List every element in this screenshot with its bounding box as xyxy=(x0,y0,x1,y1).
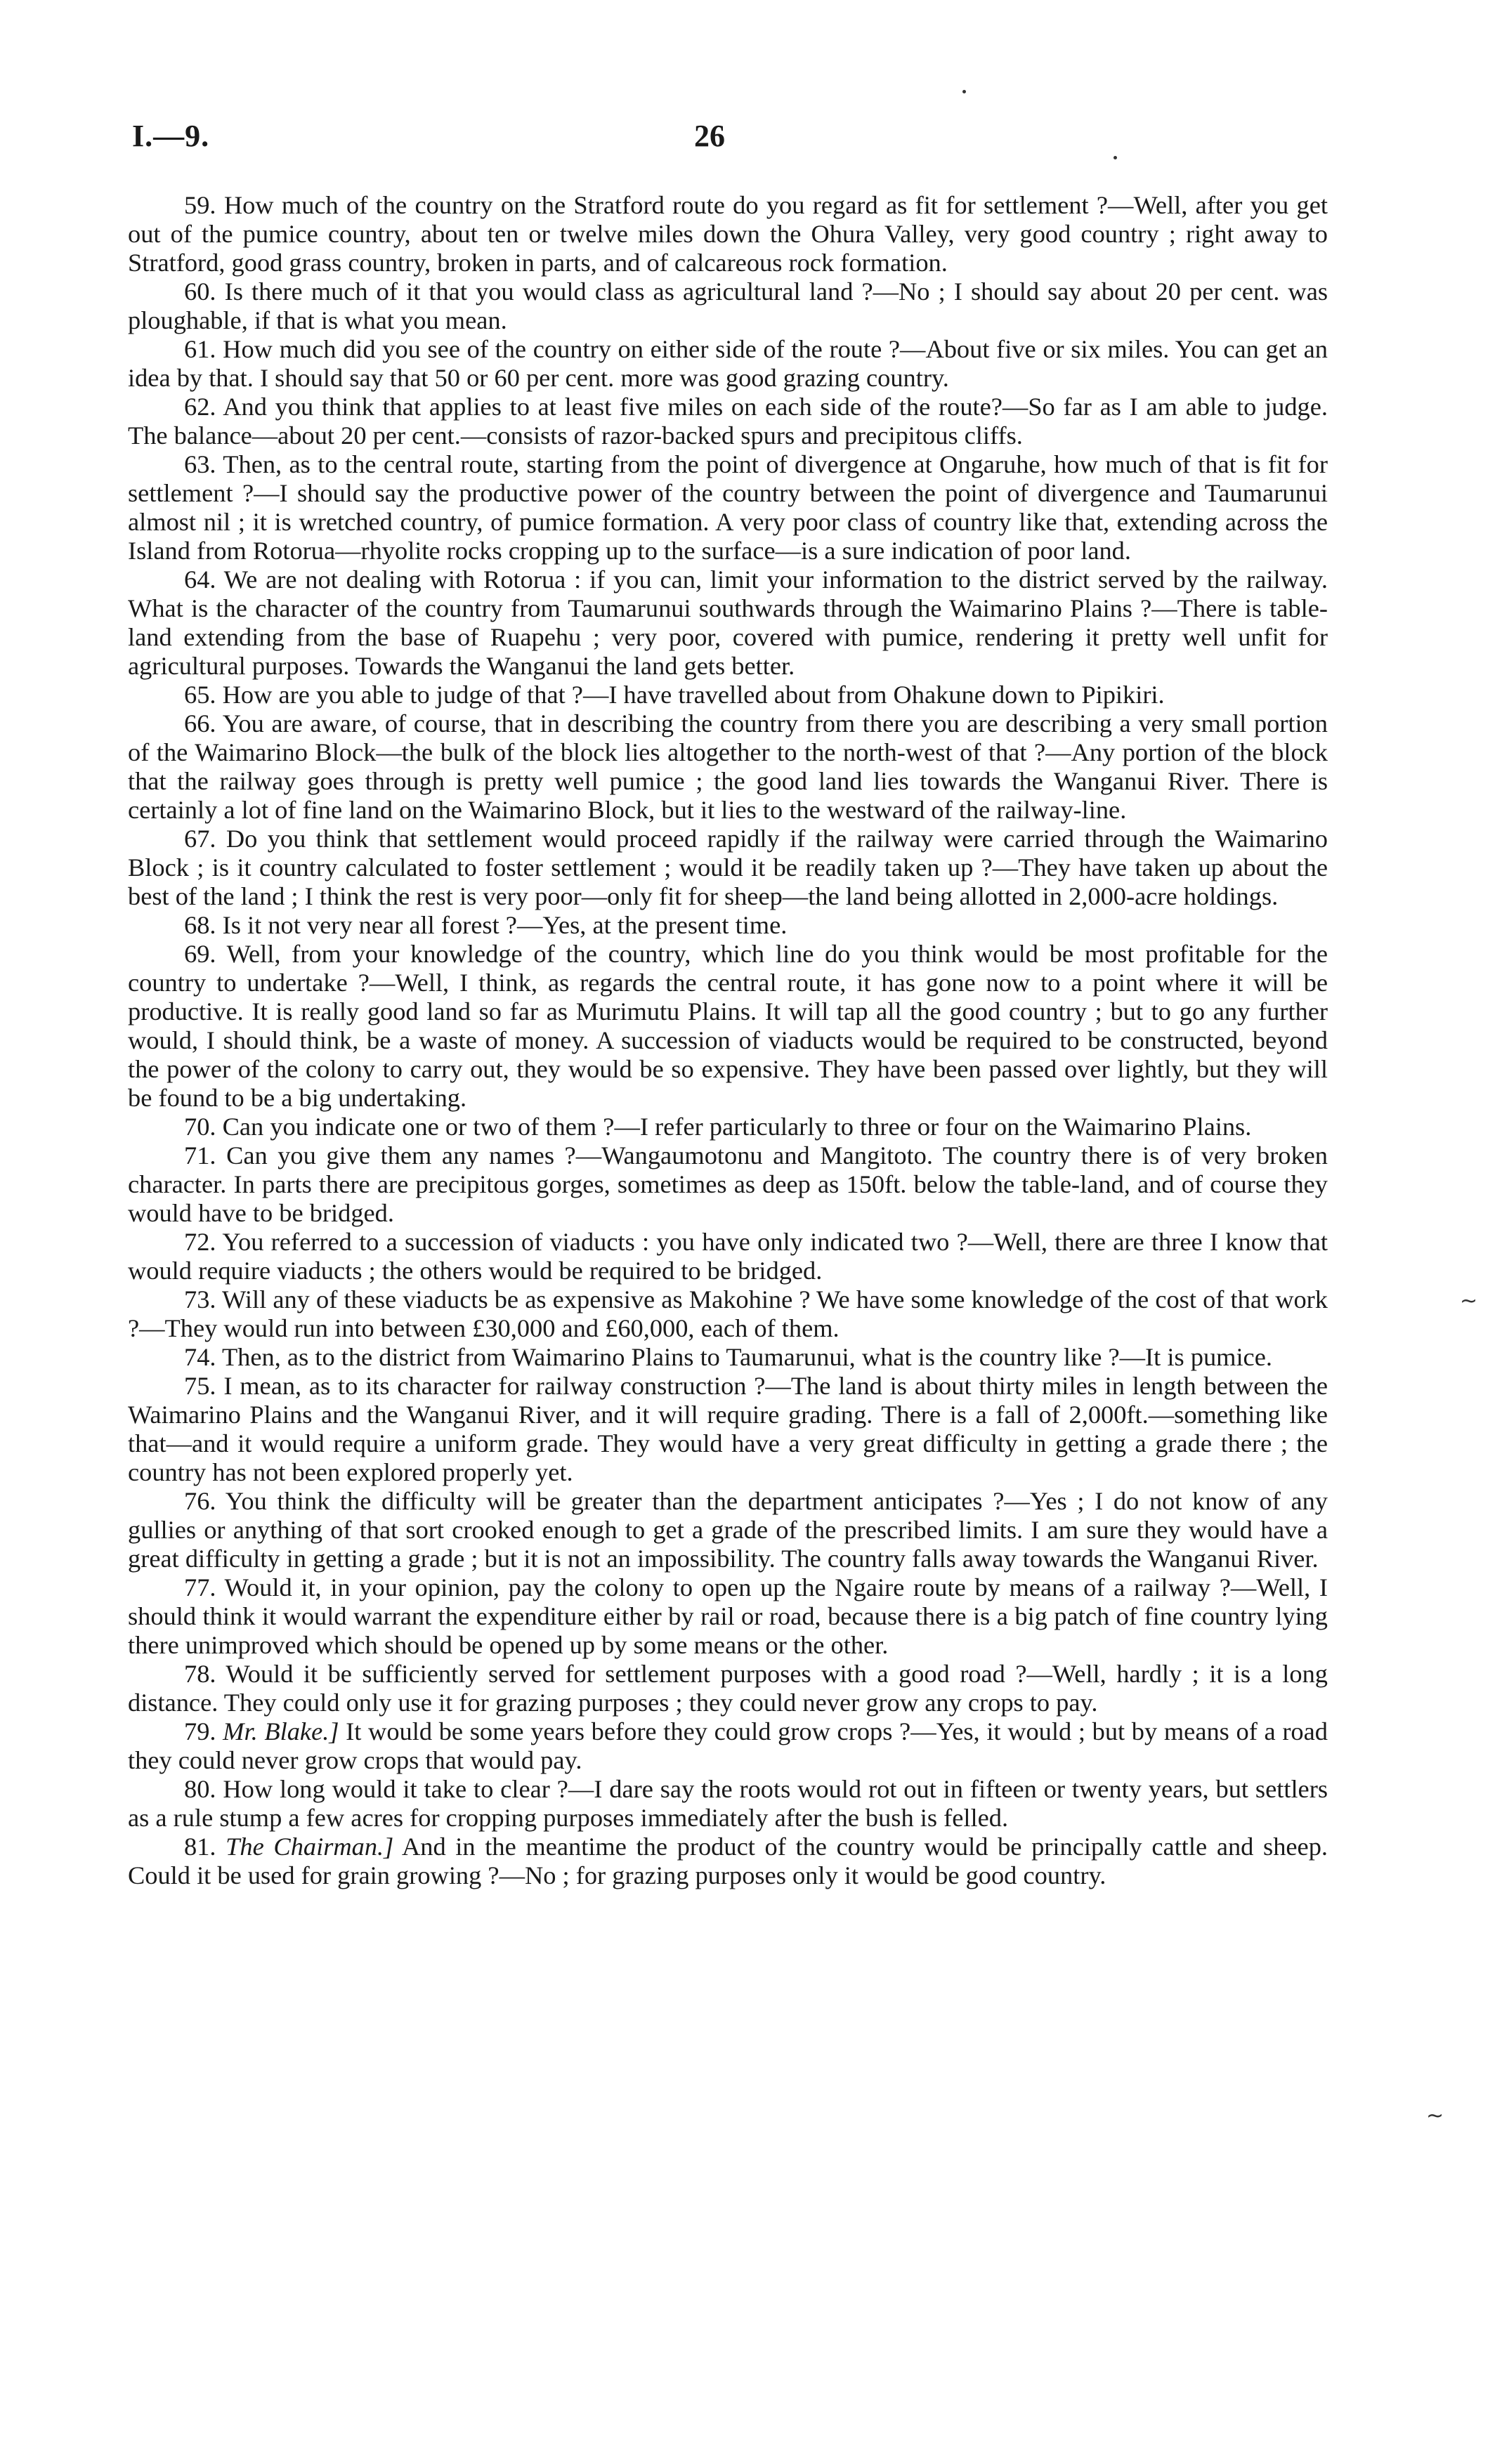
question-number: 59. xyxy=(184,191,216,219)
paragraph-text: It would be some years before they could grow crops ?—Yes, it would ; but by means of a road they could never grow crops that would pay. xyxy=(128,1717,1328,1774)
paragraph-62 xyxy=(128,393,1328,450)
paragraph-61 xyxy=(128,335,1328,393)
paragraph-72 xyxy=(128,1228,1328,1285)
paragraph-70 xyxy=(128,1113,1328,1141)
question-number: 62. xyxy=(184,393,216,421)
paragraph-text: How long would it take to clear ?—I dare say the roots would rot out in fifteen or twenty years, but settlers as a rule stump a few acres for cropping purposes immediately after the bush is felled. xyxy=(128,1775,1328,1832)
question-number: 61. xyxy=(184,335,216,363)
speaker: Mr. Blake.] xyxy=(223,1717,339,1745)
paragraph-64 xyxy=(128,565,1328,681)
question-number: 69. xyxy=(184,940,216,968)
question-number: 73. xyxy=(184,1285,216,1313)
paragraph-78 xyxy=(128,1660,1328,1717)
paragraph-81 xyxy=(128,1833,1328,1890)
question-number: 63. xyxy=(184,450,216,478)
paragraph-text: How much did you see of the country on either side of the route ?—About five or six miles. You can get an idea by that. I should say that 50 or 60 per cent. more was good grazing country. xyxy=(128,335,1328,392)
paragraph-76 xyxy=(128,1487,1328,1573)
paragraph-67 xyxy=(128,825,1328,911)
question-number: 79. xyxy=(184,1717,216,1745)
paragraph-text: You are aware, of course, that in describing the country from there you are describing a very small portion of the Waimarino Block—the bulk of the block lies altogether to the north-west of that ?—Any portion of the block that the railway goes through is pretty well pumice ; the good land lies towards the Wanganui River. There is certainly a lot of fine land on the Waimarino Block, but it lies to the westward of the railway-line. xyxy=(128,709,1328,824)
paragraph-75 xyxy=(128,1372,1328,1487)
paragraph-68 xyxy=(128,911,1328,940)
paragraph-text: I mean, as to its character for railway construction ?—The land is about thirty miles in length between the Waimarino Plains and the Wanganui River, and it will require grading. There is a fall of 2,000ft.—something like that—and it would require a uniform grade. They would have a very great difficulty in getting a grade there ; the country has not been explored properly yet. xyxy=(128,1372,1328,1486)
question-number: 80. xyxy=(184,1775,216,1803)
document-reference: I.—9. xyxy=(132,119,210,153)
paragraph-text: Is it not very near all forest ?—Yes, at the present time. xyxy=(222,911,788,939)
question-number: 77. xyxy=(184,1573,216,1601)
question-number: 66. xyxy=(184,709,216,738)
paragraph-74 xyxy=(128,1343,1328,1372)
paragraph-text: We are not dealing with Rotorua : if you can, limit your information to the district served by the railway. What is the character of the country from Taumarunui southwards through the Waimarino Plains ?—There is table-land extending from the base of Ruapehu ; very poor, covered with pumice, rendering it pretty well unfit for agricultural purposes. Towards the Wanganui the land gets better. xyxy=(128,565,1328,680)
paragraph-60 xyxy=(128,277,1328,335)
paragraph-text: Well, from your knowledge of the country, which line do you think would be most profitable for the country to undertake ?—Well, I think, as regards the central route, it has gone now to a point where it will be productive. It is really good land so far as Murimutu Plains. It will tap all the good country ; but to go any further would, I should think, be a waste of money. A succession of viaducts would be required to be constructed, beyond the power of the colony to carry out, they would be so expensive. They have been passed over lightly, but they will be found to be a big undertaking. xyxy=(128,940,1328,1112)
paragraph-text: Is there much of it that you would class as agricultural land ?—No ; I should say about 20 per cent. was ploughable, if that is what you mean. xyxy=(128,277,1328,334)
paragraph-text: Do you think that settlement would proceed rapidly if the railway were carried through the Waimarino Block ; is it country calculated to foster settlement ; would it be readily taken up ?—They have taken up about the best of the land ; I think the rest is very poor—only fit for sheep—the land being allotted in 2,000-acre holdings. xyxy=(128,825,1328,910)
paragraph-text: Can you indicate one or two of them ?—I refer particularly to three or four on the Waimarino Plains. xyxy=(222,1113,1252,1141)
paragraph-text: How are you able to judge of that ?—I have travelled about from Ohakune down to Pipikiri. xyxy=(222,681,1165,709)
print-speck xyxy=(1114,156,1117,159)
margin-mark: ~ xyxy=(1426,2104,1444,2128)
print-speck xyxy=(962,90,966,93)
question-number: 64. xyxy=(184,565,216,594)
question-number: 68. xyxy=(184,911,216,939)
question-number: 70. xyxy=(184,1113,216,1141)
body-text xyxy=(128,191,1328,1890)
paragraph-59 xyxy=(128,191,1328,277)
question-number: 81. xyxy=(184,1833,216,1861)
question-number: 72. xyxy=(184,1228,216,1256)
paragraph-79 xyxy=(128,1717,1328,1775)
question-number: 60. xyxy=(184,277,216,306)
paragraph-text: And you think that applies to at least five miles on each side of the route?—So far as I am able to judge. The balance—about 20 per cent.—consists of razor-backed spurs and precipitous cliffs. xyxy=(128,393,1328,450)
paragraph-text: Then, as to the district from Waimarino Plains to Taumarunui, what is the country like ?—It is pumice. xyxy=(221,1343,1272,1371)
paragraph-text: Will any of these viaducts be as expensive as Makohine ? We have some knowledge of the cost of that work ?—They would run into between £30,000 and £60,000, each of them. xyxy=(128,1285,1328,1342)
paragraph-73 xyxy=(128,1285,1328,1343)
paragraph-text: Would it, in your opinion, pay the colony to open up the Ngaire route by means of a railway ?—Well, I should think it would warrant the expenditure either by rail or road, because there is a big patch of fine country lying there unimproved which should be opened up by some means or the other. xyxy=(128,1573,1328,1659)
page-number: 26 xyxy=(694,119,725,153)
paragraph-text: You referred to a succession of viaducts : you have only indicated two ?—Well, there are three I know that would require viaducts ; the others would be required to be bridged. xyxy=(128,1228,1328,1285)
paragraph-69 xyxy=(128,940,1328,1113)
question-number: 75. xyxy=(184,1372,216,1400)
page-header xyxy=(132,118,1326,167)
question-number: 76. xyxy=(184,1487,216,1515)
paragraph-71 xyxy=(128,1141,1328,1228)
paragraph-text: Then, as to the central route, starting from the point of divergence at Ongaruhe, how much of that is fit for settlement ?—I should say the productive power of the country between the point of divergence and Taumarunui almost nil ; it is wretched country, of pumice formation. A very poor class of country like that, extending across the Island from Rotorua—rhyolite rocks cropping up to the surface—is a sure indication of poor land. xyxy=(128,450,1328,565)
question-number: 65. xyxy=(184,681,216,709)
paragraph-text: How much of the country on the Stratford route do you regard as fit for settlement ?—Well, after you get out of the pumice country, about ten or twelve miles down the Ohura Valley, very good country ; right away to Stratford, good grass country, broken in parts, and of calcareous rock formation. xyxy=(128,191,1328,277)
question-number: 71. xyxy=(184,1141,216,1169)
margin-mark: ~ xyxy=(1460,1289,1478,1313)
paragraph-65 xyxy=(128,681,1328,709)
paragraph-77 xyxy=(128,1573,1328,1660)
paragraph-text: Would it be sufficiently served for settlement purposes with a good road ?—Well, hardly ; it is a long distance. They could only use it for grazing purposes ; they could never grow any crops to pay. xyxy=(128,1660,1328,1717)
paragraph-text: You think the difficulty will be greater than the department anticipates ?—Yes ; I do not know of any gullies or anything of that sort crooked enough to get a grade of the prescribed limits. I am sure they would have a great difficulty in getting a grade ; but it is not an impossibility. The country falls away towards the Wanganui River. xyxy=(128,1487,1328,1573)
paragraph-80 xyxy=(128,1775,1328,1833)
question-number: 78. xyxy=(184,1660,216,1688)
paragraph-text: Can you give them any names ?—Wangaumotonu and Mangitoto. The country there is of very broken character. In parts there are precipitous gorges, sometimes as deep as 150ft. below the table-land, and of course they would have to be bridged. xyxy=(128,1141,1328,1227)
question-number: 74. xyxy=(184,1343,216,1371)
paragraph-63 xyxy=(128,450,1328,565)
paragraph-text: And in the meantime the product of the country would be principally cattle and sheep. Could it be used for grain growing ?—No ; for grazing purposes only it would be good country. xyxy=(128,1833,1328,1889)
speaker: The Chairman.] xyxy=(226,1833,394,1861)
question-number: 67. xyxy=(184,825,216,853)
paragraph-66 xyxy=(128,709,1328,825)
